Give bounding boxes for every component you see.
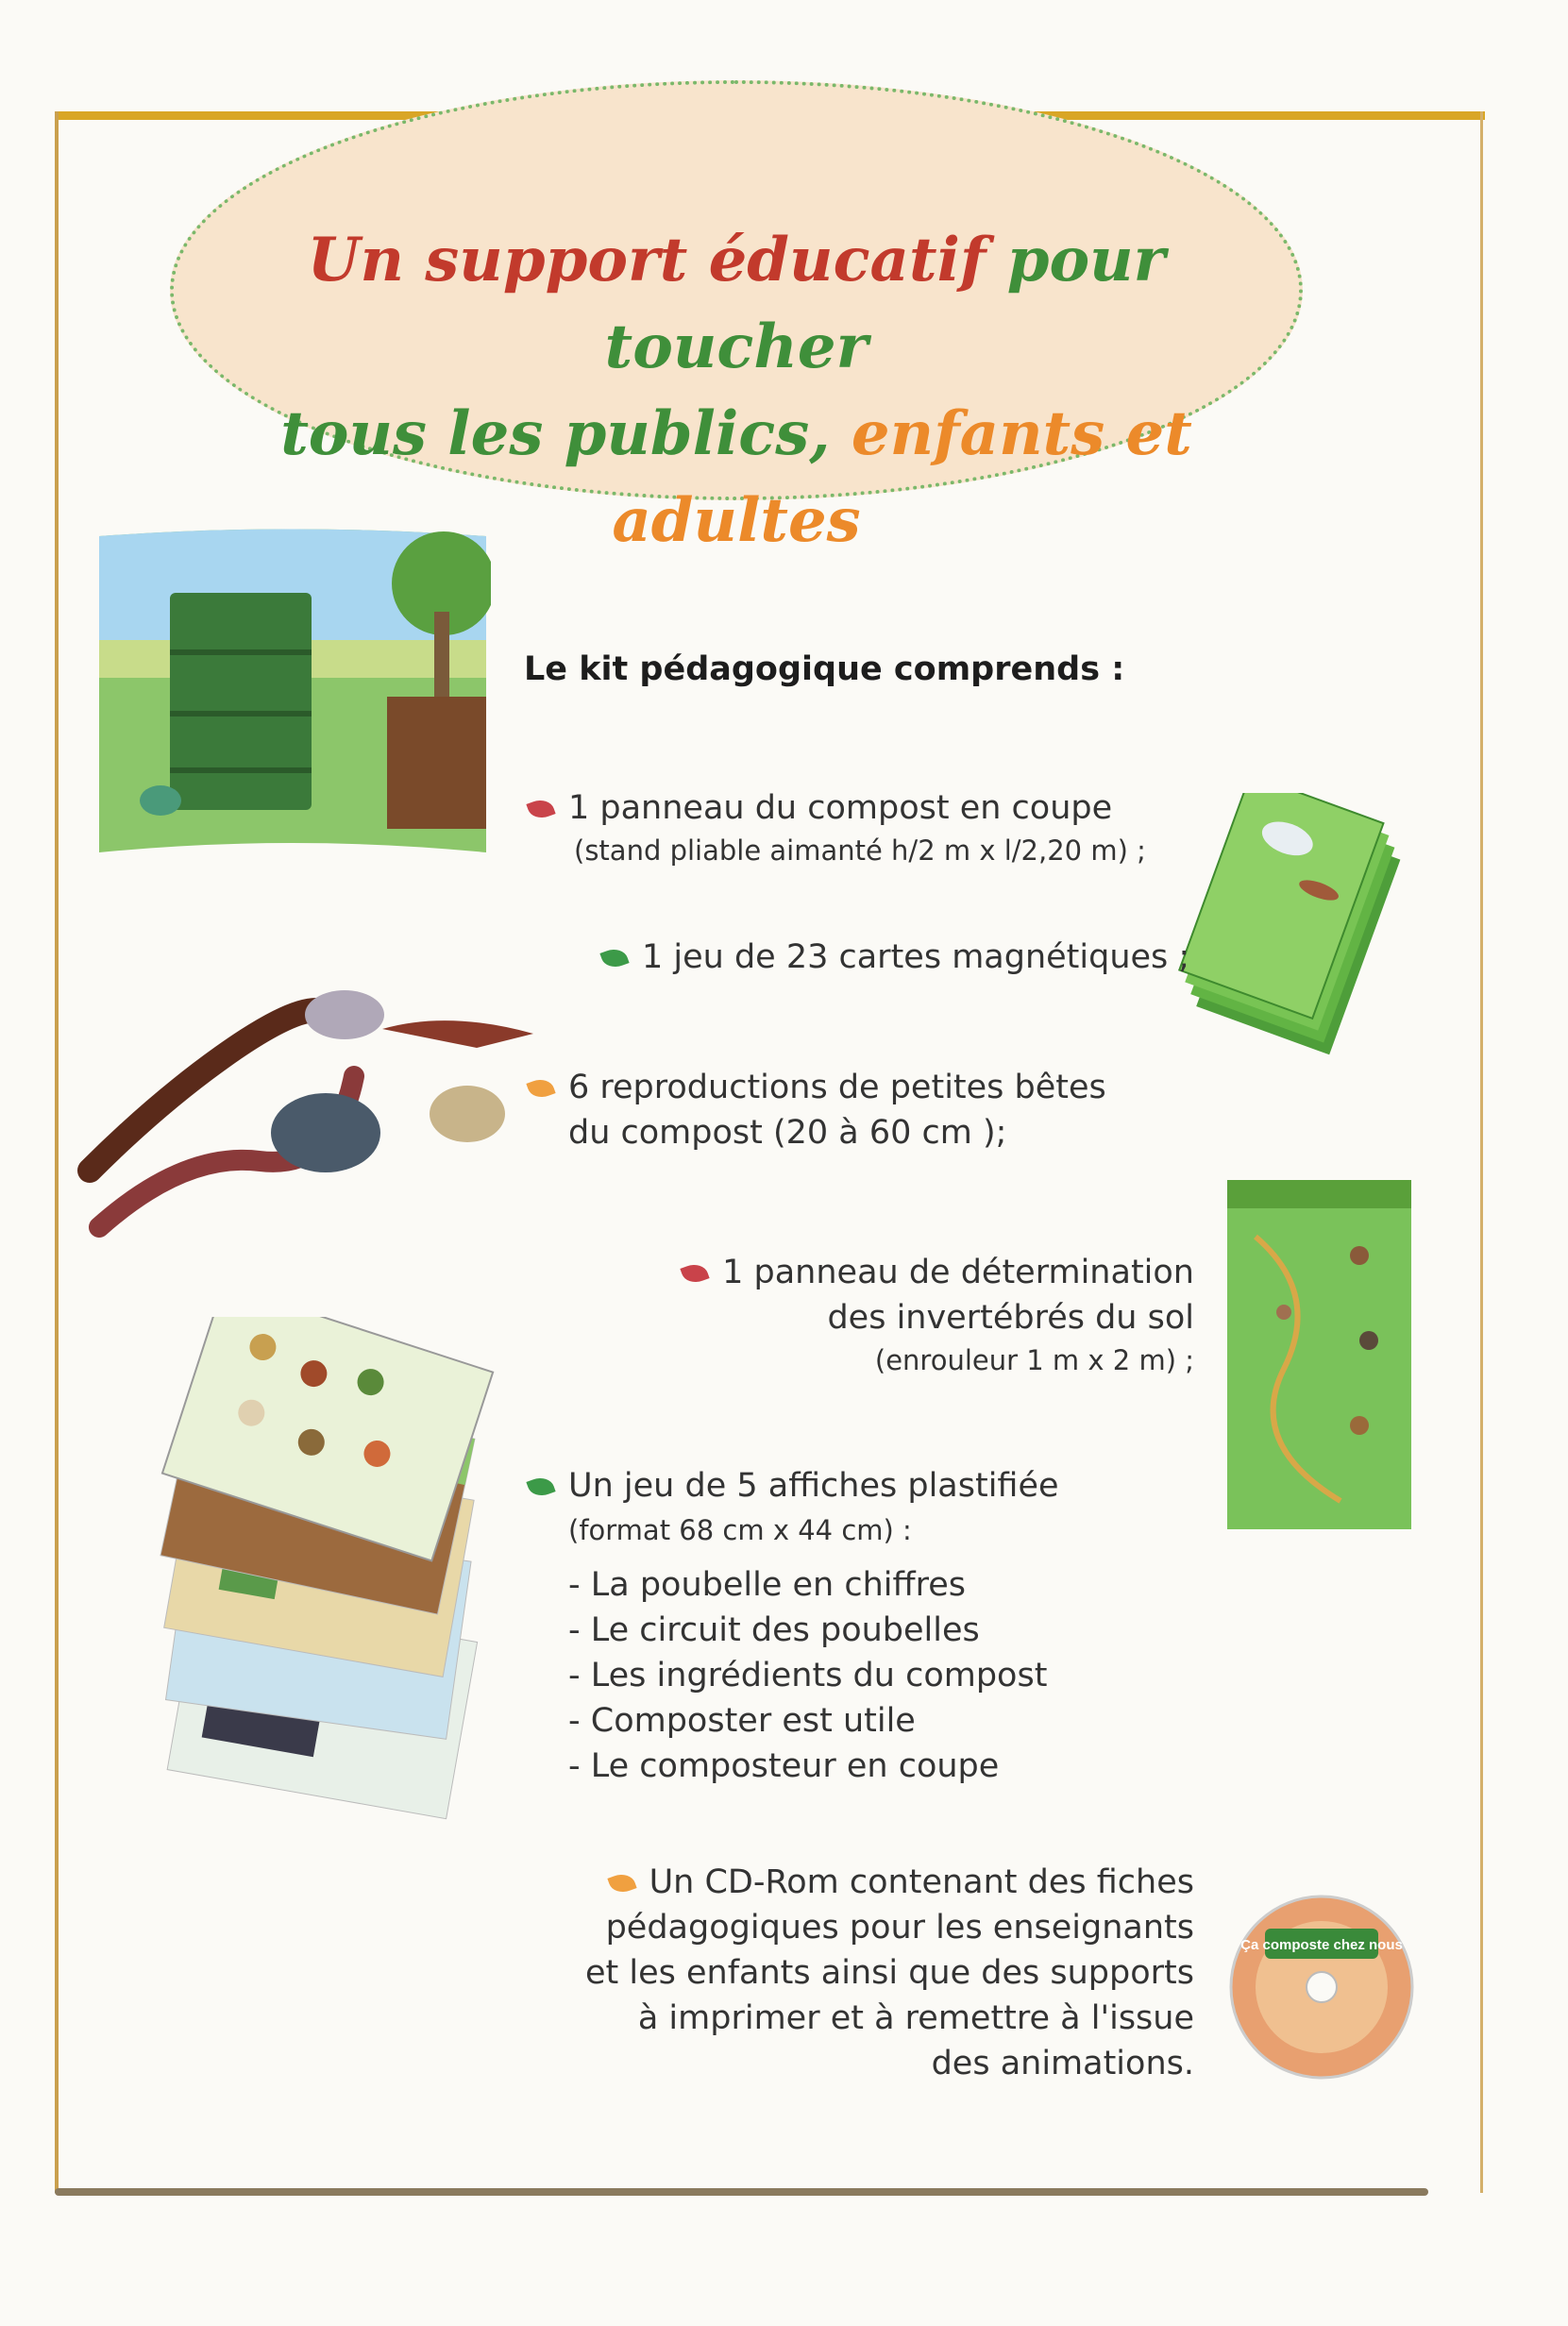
leaf-icon bbox=[680, 1260, 709, 1287]
item6-line2: pédagogiques pour les enseignants bbox=[605, 1909, 1194, 1947]
list-item: - La poubelle en chiffres bbox=[568, 1566, 966, 1604]
page-title bbox=[217, 217, 1256, 565]
critters-image bbox=[71, 972, 543, 1256]
cd-rom-image bbox=[1227, 1893, 1416, 2082]
item2-text: 1 jeu de 23 cartes magnétiques ; bbox=[642, 938, 1190, 976]
item-magnetic-cards bbox=[602, 935, 1189, 980]
title-part-4: enfants et adultes bbox=[612, 398, 1192, 556]
item-panel-compost bbox=[529, 785, 1112, 831]
title-part-1: Un support éducatif bbox=[307, 225, 986, 295]
item-cd-rom bbox=[529, 1860, 1194, 1905]
item6-line4: à imprimer et à remettre à l'issue bbox=[637, 1999, 1194, 2037]
list-item: - Composter est utile bbox=[568, 1702, 916, 1740]
item3-line1: 6 reproductions de petites bêtes bbox=[568, 1069, 1106, 1106]
item4-line1: 1 panneau de détermination bbox=[722, 1254, 1194, 1291]
item4-line3: (enrouleur 1 m x 2 m) ; bbox=[874, 1344, 1194, 1376]
leaf-icon bbox=[526, 1075, 555, 1102]
leaf-icon bbox=[607, 1870, 636, 1896]
posters-list bbox=[568, 1562, 1047, 1789]
item-posters bbox=[529, 1463, 1059, 1509]
title-part-3: tous les publics, bbox=[280, 398, 831, 469]
frame-right-border bbox=[1480, 111, 1483, 2193]
kit-heading: Le kit pédagogique comprends : bbox=[524, 650, 1125, 688]
item-critters bbox=[529, 1065, 1106, 1110]
item6-line1: Un CD-Rom contenant des fiches bbox=[649, 1863, 1194, 1901]
item4-line2: des invertébrés du sol bbox=[827, 1299, 1194, 1337]
posters-image bbox=[146, 1317, 524, 1836]
item5-line2: (format 68 cm x 44 cm) : bbox=[568, 1514, 912, 1546]
frame-left-border bbox=[55, 111, 59, 2193]
item1-line1: 1 panneau du compost en coupe bbox=[568, 789, 1113, 827]
list-item: - Le composteur en coupe bbox=[568, 1747, 1000, 1785]
compost-panel-image bbox=[94, 517, 491, 867]
list-item: - Les ingrédients du compost bbox=[568, 1657, 1048, 1694]
item-determination-panel bbox=[604, 1250, 1194, 1295]
leaf-icon bbox=[526, 796, 555, 822]
frame-bottom-border bbox=[55, 2188, 1428, 2196]
cd-label: Ça composte chez nous bbox=[1240, 1937, 1403, 1953]
invertebrates-panel-image bbox=[1227, 1180, 1411, 1529]
leaf-icon bbox=[526, 1474, 555, 1500]
item6-line5: des animations. bbox=[931, 2045, 1194, 2082]
item5-line1: Un jeu de 5 affiches plastifiée bbox=[568, 1467, 1059, 1505]
item1-line2: (stand pliable aimanté h/2 m x l/2,20 m) ; bbox=[574, 834, 1146, 867]
magnetic-cards-image bbox=[1171, 793, 1435, 1076]
item6-line3: et les enfants ainsi que des supports bbox=[585, 1954, 1194, 1992]
title-part-2: pour toucher bbox=[604, 225, 1166, 382]
item3-line2: du compost (20 à 60 cm ); bbox=[568, 1114, 1007, 1152]
list-item: - Le circuit des poubelles bbox=[568, 1611, 980, 1649]
leaf-icon bbox=[599, 945, 629, 971]
